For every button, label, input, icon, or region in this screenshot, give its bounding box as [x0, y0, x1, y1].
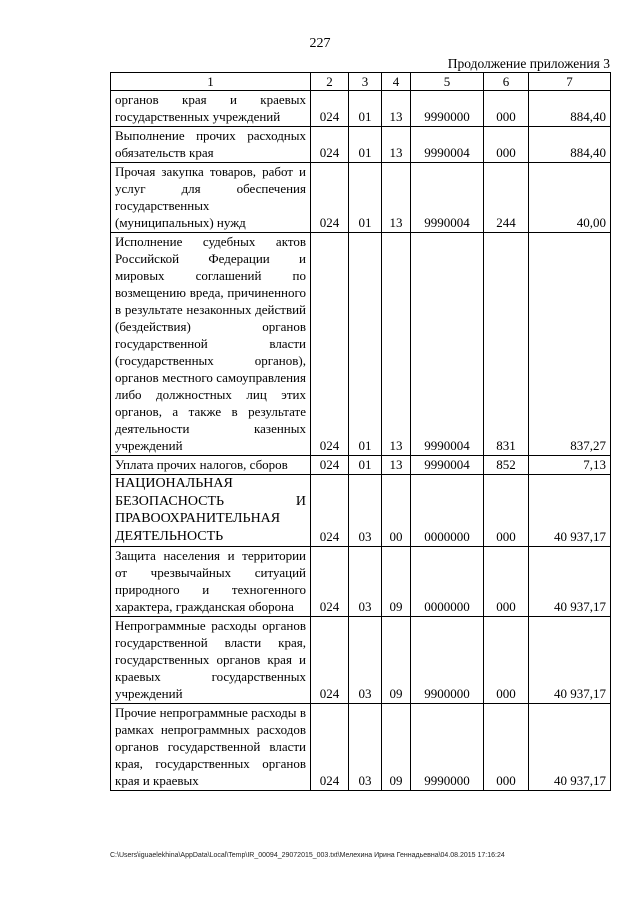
row-code-subsection: 13 — [382, 127, 411, 163]
row-code-expense-type: 852 — [484, 456, 529, 475]
row-code-expense-type: 244 — [484, 163, 529, 233]
row-code-target: 0000000 — [411, 475, 484, 547]
row-code-admin: 024 — [311, 233, 349, 456]
row-description: Выполнение прочих расходных обязательств края — [111, 127, 311, 163]
row-description: Исполнение судебных актов Российской Федерации и мировых соглашений по возмещению вреда, причиненного в результате незаконных действий (бездействия) органов государственной власти (государственных органов), органов местного самоуправления либо должностных лиц этих органов, а также в результате деятельности казенных учреждений — [111, 233, 311, 456]
row-description: Защита населения и территории от чрезвычайных ситуаций природного и техногенного характера, гражданская оборона — [111, 547, 311, 617]
row-code-target: 9900000 — [411, 617, 484, 704]
column-header: 6 — [484, 73, 529, 91]
row-code-expense-type: 831 — [484, 233, 529, 456]
row-code-section: 01 — [349, 163, 382, 233]
row-description: органов края и краевых государственных учреждений — [111, 91, 311, 127]
table-row — [111, 91, 611, 127]
table-row — [111, 163, 611, 233]
row-code-admin: 024 — [311, 617, 349, 704]
row-code-admin: 024 — [311, 547, 349, 617]
file-path-footer: C:\Users\iguaelekhina\AppData\Local\Temp\IR_00094_29072015_003.txt\Мелехина Ирина Геннадьевна\04.08.2015 17:16:24 — [110, 852, 505, 859]
table-row — [111, 127, 611, 163]
column-header: 7 — [529, 73, 611, 91]
row-code-expense-type: 000 — [484, 704, 529, 791]
row-amount: 884,40 — [529, 127, 611, 163]
row-amount: 837,27 — [529, 233, 611, 456]
row-amount: 40 937,17 — [529, 475, 611, 547]
budget-table — [110, 72, 611, 791]
row-code-expense-type: 000 — [484, 475, 529, 547]
row-code-admin: 024 — [311, 127, 349, 163]
row-code-subsection: 13 — [382, 456, 411, 475]
row-code-target: 9990004 — [411, 127, 484, 163]
row-code-target: 9990000 — [411, 704, 484, 791]
continuation-label: Продолжение приложения 3 — [447, 56, 610, 71]
row-description: Уплата прочих налогов, сборов — [111, 456, 311, 475]
row-code-expense-type: 000 — [484, 617, 529, 704]
table-row — [111, 456, 611, 475]
table-row — [111, 704, 611, 791]
row-code-subsection: 13 — [382, 91, 411, 127]
column-header: 3 — [349, 73, 382, 91]
row-code-subsection: 09 — [382, 617, 411, 704]
row-code-section: 01 — [349, 91, 382, 127]
row-amount: 884,40 — [529, 91, 611, 127]
row-amount: 40 937,17 — [529, 704, 611, 791]
row-code-admin: 024 — [311, 163, 349, 233]
row-amount: 40,00 — [529, 163, 611, 233]
row-amount: 40 937,17 — [529, 617, 611, 704]
row-description: Непрограммные расходы органов государственной власти края, государственных органов края и краевых государственных учреждений — [111, 617, 311, 704]
row-code-section: 01 — [349, 233, 382, 456]
column-header: 2 — [311, 73, 349, 91]
row-code-expense-type: 000 — [484, 91, 529, 127]
column-header: 5 — [411, 73, 484, 91]
row-code-target: 0000000 — [411, 547, 484, 617]
row-code-section: 01 — [349, 456, 382, 475]
row-description: НАЦИОНАЛЬНАЯ БЕЗОПАСНОСТЬ И ПРАВООХРАНИТЕЛЬНАЯ ДЕЯТЕЛЬНОСТЬ — [111, 475, 311, 547]
row-description: Прочие непрограммные расходы в рамках непрограммных расходов органов государственной власти края, государственных органов края и краевых — [111, 704, 311, 791]
table-row — [111, 233, 611, 456]
row-code-target: 9990004 — [411, 163, 484, 233]
row-code-subsection: 00 — [382, 475, 411, 547]
row-code-admin: 024 — [311, 91, 349, 127]
table-row — [111, 475, 611, 547]
row-code-section: 03 — [349, 475, 382, 547]
row-description: Прочая закупка товаров, работ и услуг для обеспечения государственных (муниципальных) нужд — [111, 163, 311, 233]
row-code-admin: 024 — [311, 704, 349, 791]
table-row — [111, 547, 611, 617]
row-code-section: 03 — [349, 617, 382, 704]
row-code-admin: 024 — [311, 456, 349, 475]
row-code-subsection: 13 — [382, 163, 411, 233]
column-header: 1 — [111, 73, 311, 91]
row-amount: 40 937,17 — [529, 547, 611, 617]
row-code-section: 01 — [349, 127, 382, 163]
row-code-target: 9990004 — [411, 456, 484, 475]
row-code-subsection: 09 — [382, 704, 411, 791]
row-code-admin: 024 — [311, 475, 349, 547]
row-code-expense-type: 000 — [484, 127, 529, 163]
table-row — [111, 617, 611, 704]
row-code-section: 03 — [349, 704, 382, 791]
row-code-target: 9990000 — [411, 91, 484, 127]
column-header: 4 — [382, 73, 411, 91]
row-amount: 7,13 — [529, 456, 611, 475]
page-number: 227 — [309, 36, 331, 51]
row-code-subsection: 13 — [382, 233, 411, 456]
table-header-row — [111, 73, 611, 91]
row-code-expense-type: 000 — [484, 547, 529, 617]
row-code-target: 9990004 — [411, 233, 484, 456]
row-code-section: 03 — [349, 547, 382, 617]
row-code-subsection: 09 — [382, 547, 411, 617]
